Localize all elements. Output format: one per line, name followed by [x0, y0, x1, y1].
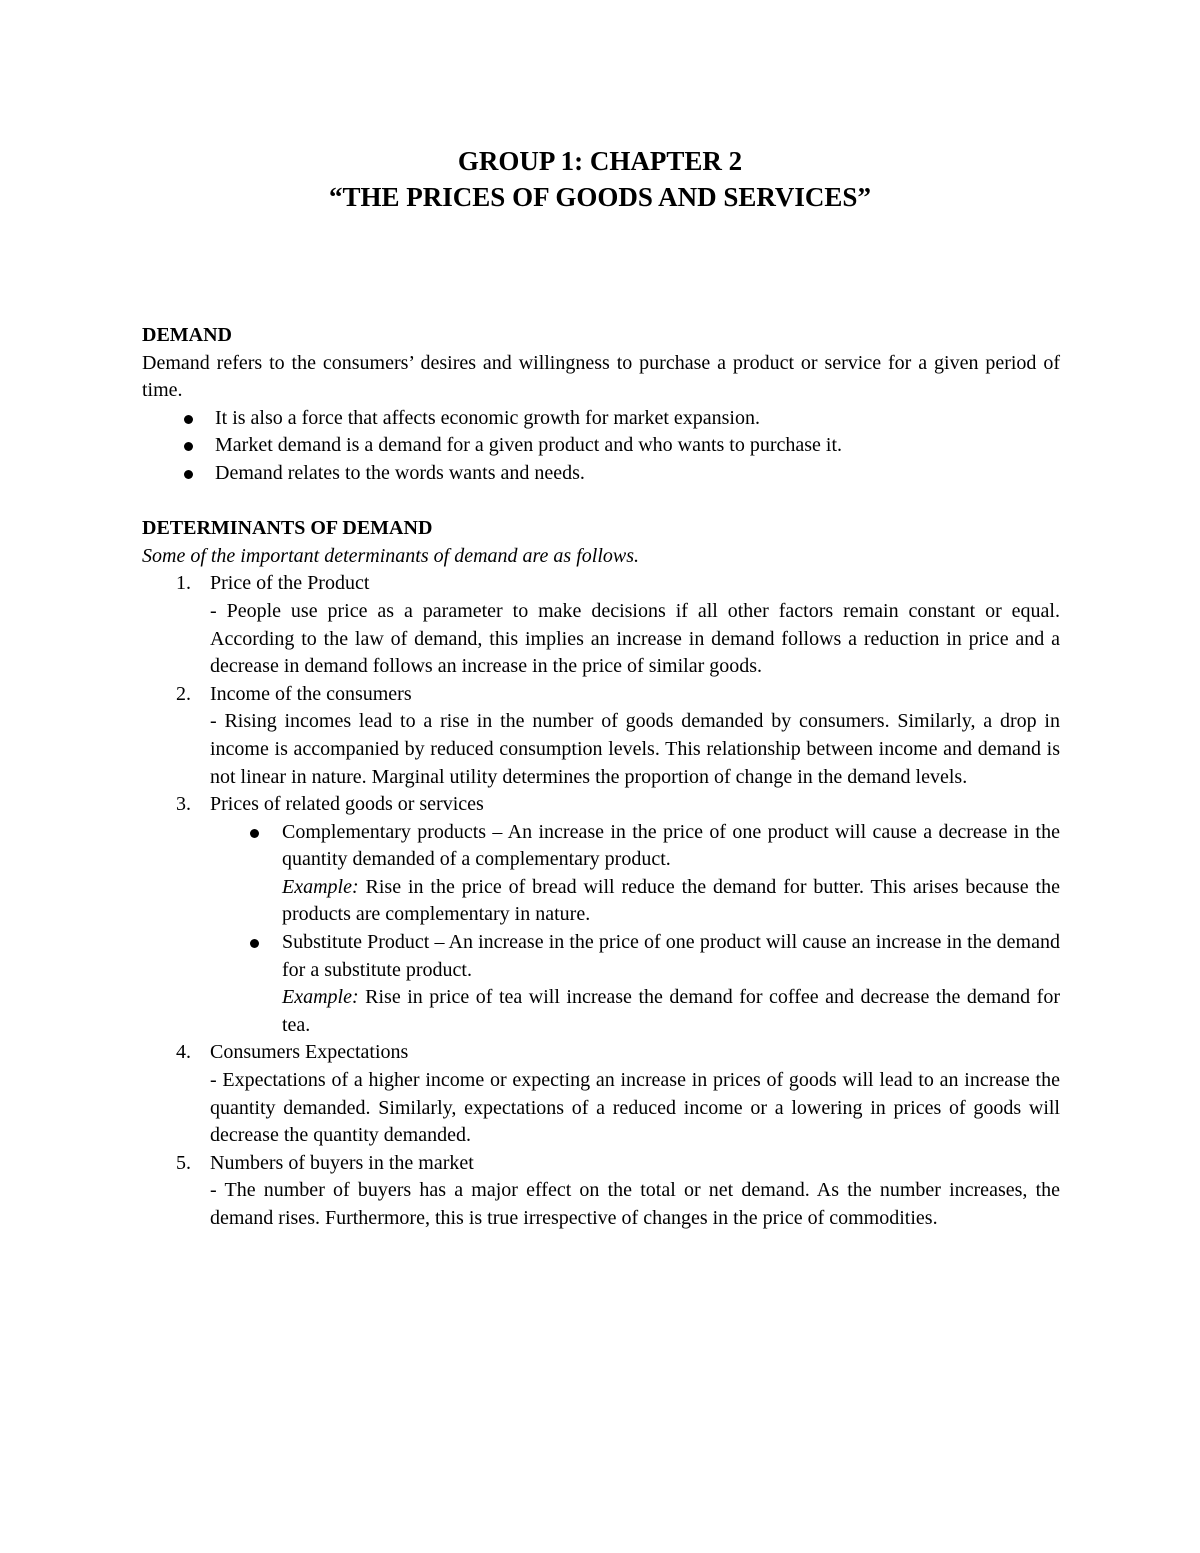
- determinant-title: Consumers Expectations: [210, 1041, 409, 1064]
- determinant-text: - Expectations of a higher income or expecting an increase in prices of goods will lead to an increase the quantity demanded. Similarly, expectations of a reduced income or a lowering in prices of goods will decrease the quantity demanded.: [210, 1069, 1060, 1147]
- list-item: Market demand is a demand for a given product and who wants to purchase it.: [142, 432, 1060, 460]
- determinant-title: Numbers of buyers in the market: [210, 1151, 474, 1174]
- determinant-text: - The number of buyers has a major effect on the total or net demand. As the number increases, the demand rises. Furthermore, this is true irrespective of changes in the price of commodities.: [210, 1179, 1060, 1229]
- determinant-item-3: 3. Prices of related goods or services Complementary products – An increase in the price of one product will cause a decrease in the quantity demanded of a complementary product. Example: Rise in the price of bread will reduce the demand for butter. This arises because the products are complementary in nature. Substitute Product – An increase in the price of one product will cause an increase in the demand for a substitute product. Example: Rise in price of tea will increase the demand for coffee and decrease the demand for tea.: [142, 791, 1060, 1039]
- demand-definition: Demand refers to the consumers’ desires and willingness to purchase a product or service for a given period of time.: [142, 351, 1060, 402]
- determinant-text: - People use price as a parameter to make decisions if all other factors remain constant or equal. According to the law of demand, this implies an increase in demand follows a reduction in price and a decrease in demand follows an increase in the price of similar goods.: [210, 599, 1060, 678]
- bullet-icon: [250, 829, 259, 838]
- related-goods-list: [210, 819, 1060, 1040]
- title-line-1: GROUP 1: CHAPTER 2: [457, 146, 743, 176]
- list-item: Demand relates to the words wants and needs.: [142, 460, 1060, 488]
- demand-section: [142, 322, 1060, 488]
- bullet-icon: [184, 442, 193, 451]
- determinant-item-4: 4. Consumers Expectations - Expectations of a higher income or expecting an increase in prices of goods will lead to an increase the quantity demanded. Similarly, expectations of a reduced income or a lowering in prices of goods will decrease the quantity demanded.: [142, 1039, 1060, 1149]
- example: Example: Rise in the price of bread will reduce the demand for butter. This arises because the products are complementary in nature.: [282, 875, 1060, 926]
- document-body: [142, 322, 1060, 1233]
- determinant-title: Income of the consumers: [210, 682, 412, 705]
- determinant-text: - Rising incomes lead to a rise in the number of goods demanded by consumers. Similarly, a drop in income is accompanied by reduced consumption levels. This relationship between income and demand is not linear in nature. Marginal utility determines the proportion of change in the demand levels.: [210, 710, 1060, 788]
- bullet-icon: [184, 415, 193, 424]
- list-item: Substitute Product – An increase in the price of one product will cause an increase in the demand for a substitute product. Example: Rise in price of tea will increase the demand for coffee and decrease the demand for tea.: [210, 929, 1060, 1039]
- example: Example: Rise in price of tea will increase the demand for coffee and decrease the demand for tea.: [282, 986, 1060, 1036]
- document-title: [0, 143, 1200, 215]
- determinants-intro: Some of the important determinants of demand are as follows.: [142, 544, 640, 567]
- list-item: It is also a force that affects economic growth for market expansion.: [142, 405, 1060, 433]
- determinant-item-2: 2. Income of the consumers - Rising incomes lead to a rise in the number of goods demanded by consumers. Similarly, a drop in income is accompanied by reduced consumption levels. This relationship between income and demand is not linear in nature. Marginal utility determines the proportion of change in the demand levels.: [142, 681, 1060, 791]
- determinants-heading: DETERMINANTS OF DEMAND: [142, 517, 433, 540]
- bullet-icon: [184, 470, 193, 479]
- determinants-list: [142, 570, 1060, 1232]
- demand-bullet-list: [142, 405, 1060, 488]
- list-item: Complementary products – An increase in the price of one product will cause a decrease in the quantity demanded of a complementary product. Example: Rise in the price of bread will reduce the demand for butter. This arises because the products are complementary in nature.: [210, 819, 1060, 929]
- bullet-icon: [250, 939, 259, 948]
- demand-heading: DEMAND: [142, 324, 232, 346]
- determinant-item-1: 1. Price of the Product - People use price as a parameter to make decisions if all other factors remain constant or equal. According to the law of demand, this implies an increase in demand follows a reduction in price and a decrease in demand follows an increase in the price of similar goods.: [142, 570, 1060, 680]
- determinant-title: Price of the Product: [210, 572, 370, 595]
- determinants-section: [142, 515, 1060, 1232]
- determinant-item-5: 5. Numbers of buyers in the market - The number of buyers has a major effect on the total or net demand. As the number increases, the demand rises. Furthermore, this is true irrespective of changes in the price of commodities.: [142, 1150, 1060, 1233]
- determinant-title: Prices of related goods or services: [210, 793, 484, 816]
- title-line-2: “THE PRICES OF GOODS AND SERVICES”: [329, 182, 871, 212]
- spacer: [142, 488, 1060, 516]
